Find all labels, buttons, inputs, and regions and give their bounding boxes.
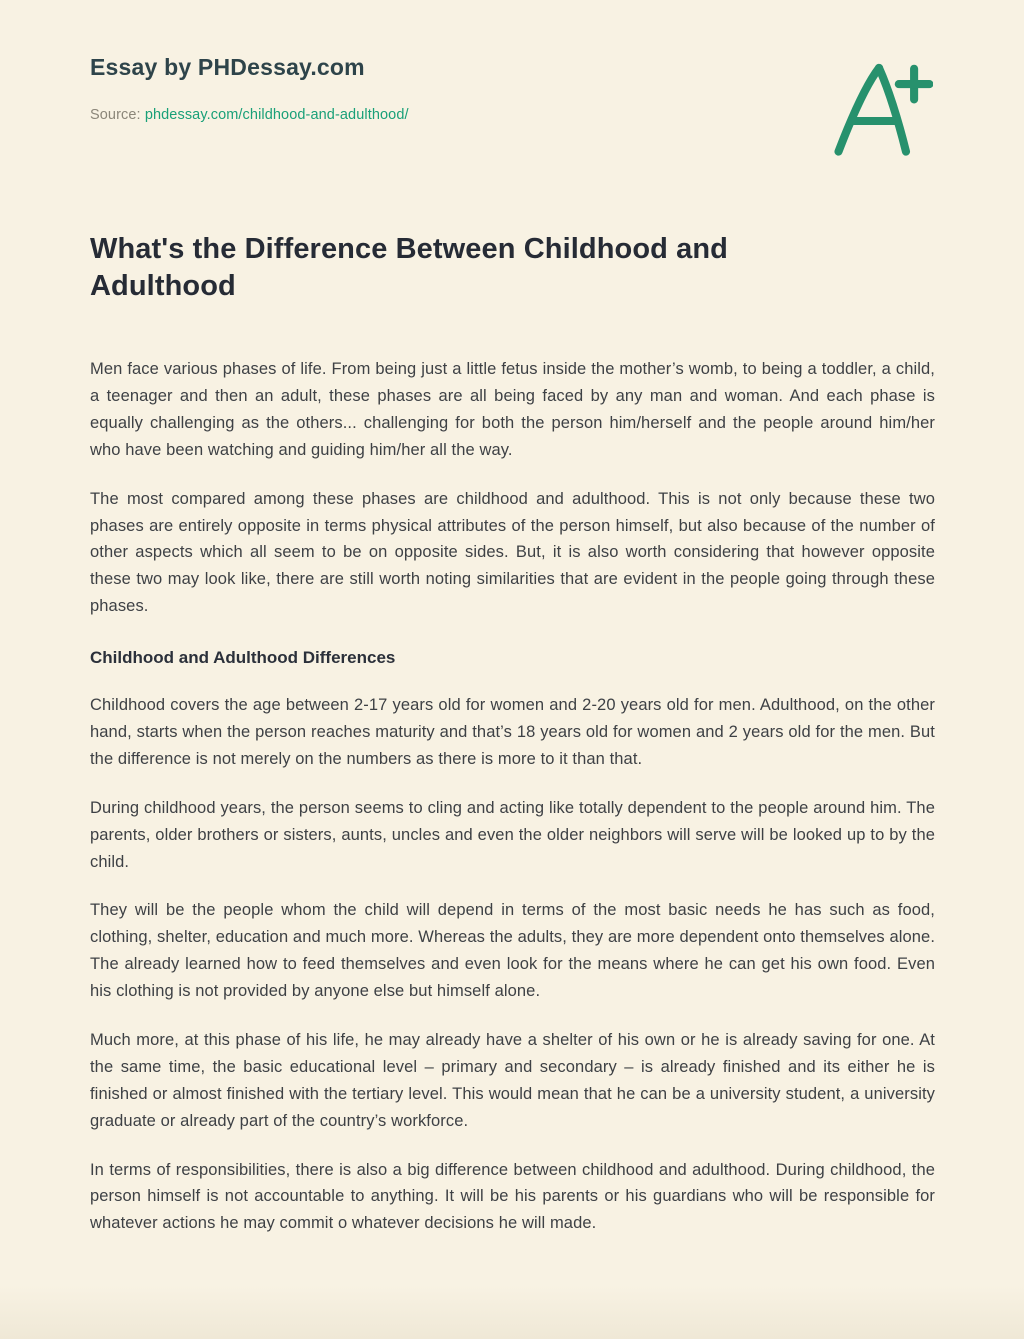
- body-paragraph: In terms of responsibilities, there is also a big difference between childhood and adulthood. During childhood, the person himself is not accountable to anything. It will be his parents or his guardians who will be responsible for whatever actions he may commit o whatever decisions he will made.: [90, 1160, 935, 1233]
- body-paragraph: They will be the people whom the child will depend in terms of the most basic needs he has such as food, clothing, shelter, education and much more. Whereas the adults, they are more dependent onto themselves alone. The already learned how to feed themselves and even look for the means where he can get his own food. Even his clothing is not provided by anyone else but himself alone.: [90, 901, 935, 1001]
- intro-paragraph: Men face various phases of life. From being just a little fetus inside the mother’s womb, to being a toddler, a child, a teenager and then an adult, these phases are all being faced by any man and woman. And each phase is equally challenging as the others... challenging for both the person him/herself and the people around him/her who have been watching and guiding him/her all the way.: [90, 360, 935, 459]
- source-label: Source:: [90, 107, 141, 123]
- page-header: [90, 50, 935, 173]
- source-link[interactable]: phdessay.com/childhood-and-adulthood/: [144, 107, 409, 123]
- article-body: [90, 356, 935, 1237]
- article-title: What's the Difference Between Childhood and Adulthood: [90, 233, 728, 302]
- a-plus-logo-icon: [825, 50, 935, 173]
- source-line: [90, 107, 409, 123]
- header-text-block: [90, 50, 409, 123]
- section-heading: Childhood and Adulthood Differences: [90, 648, 396, 668]
- site-title: Essay by PHDessay.com: [90, 54, 365, 80]
- body-paragraph: Much more, at this phase of his life, he may already have a shelter of his own or he is already saving for one. At the same time, the basic educational level – primary and secondary – is already finished and its either he is finished or almost finished with the tertiary level. This would mean that he can be a university student, a university graduate or already part of the country’s workforce.: [90, 1030, 935, 1130]
- body-paragraph: During childhood years, the person seems to cling and acting like totally dependent to the people around him. The parents, older brothers or sisters, aunts, uncles and even the older neighbors will serve will be looked up to by the child.: [90, 798, 935, 871]
- intro-paragraph: The most compared among these phases are childhood and adulthood. This is not only because these two phases are entirely opposite in terms physical attributes of the person himself, but also because of the number of other aspects which all seem to be on opposite sides. But, it is also worth considering that however opposite these two may look like, there are still worth noting similarities that are evident in the people going through these phases.: [90, 489, 935, 616]
- body-paragraph: Childhood covers the age between 2-17 years old for women and 2-20 years old for men. Adulthood, on the other hand, starts when the person reaches maturity and that’s 18 years old for women and 2 years old for the men. But the difference is not merely on the numbers as there is more to it than that.: [90, 696, 935, 768]
